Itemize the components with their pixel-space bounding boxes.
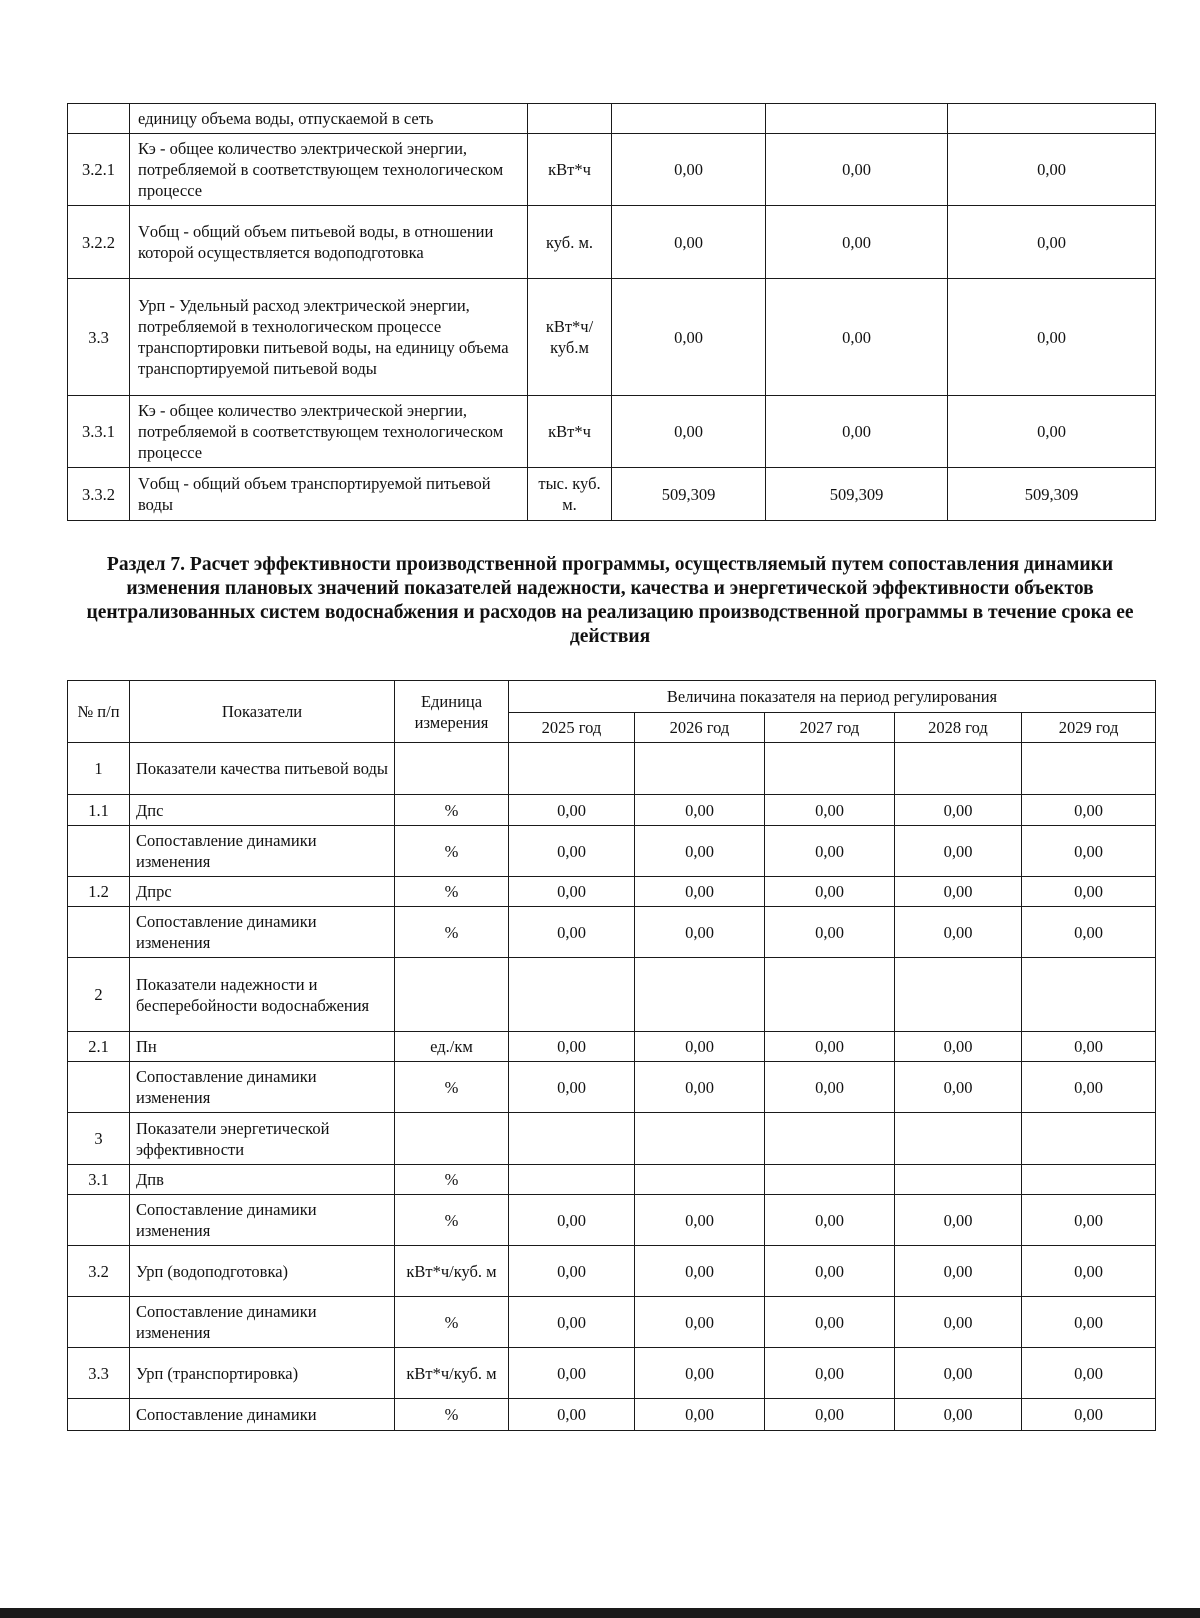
value-cell: 0,00: [1022, 826, 1156, 877]
table-row: [68, 134, 1156, 206]
indicator-name: Сопоставление динамики изменения: [130, 1062, 395, 1113]
value-cell: [766, 104, 948, 134]
unit: кВт*ч/ куб.м: [528, 279, 612, 396]
unit: куб. м.: [528, 206, 612, 279]
indicator-name: Урп (транспортировка): [130, 1348, 395, 1399]
value-cell: 0,00: [509, 795, 635, 826]
header-number: № п/п: [68, 681, 130, 743]
value-cell: [1022, 1165, 1156, 1195]
value-cell: [509, 1113, 635, 1165]
header-period: Величина показателя на период регулирования: [509, 681, 1156, 713]
value-cell: [612, 104, 766, 134]
unit: %: [395, 1062, 509, 1113]
indicator-name: Кэ - общее количество электрической энергии, потребляемой в соответствующем технологическом процессе: [130, 134, 528, 206]
row-number: 3: [68, 1113, 130, 1165]
value-cell: 0,00: [766, 134, 948, 206]
value-cell: [1022, 958, 1156, 1032]
value-cell: 0,00: [509, 877, 635, 907]
indicator-name: Урп - Удельный расход электрической энергии, потребляемой в технологическом процессе транспортировки питьевой воды, на единицу объема транспортируемой питьевой воды: [130, 279, 528, 396]
unit: %: [395, 877, 509, 907]
indicator-name: Сопоставление динамики: [130, 1399, 395, 1431]
indicator-name: Vобщ - общий объем питьевой воды, в отношении которой осуществляется водоподготовка: [130, 206, 528, 279]
value-cell: 0,00: [765, 1195, 895, 1246]
row-number: [68, 1195, 130, 1246]
indicator-name: Сопоставление динамики изменения: [130, 1195, 395, 1246]
value-cell: 0,00: [895, 1348, 1022, 1399]
value-cell: [765, 958, 895, 1032]
value-cell: 0,00: [895, 795, 1022, 826]
value-cell: 0,00: [895, 907, 1022, 958]
indicator-name: Кэ - общее количество электрической энергии, потребляемой в соответствующем технологическом процессе: [130, 396, 528, 468]
value-cell: 0,00: [765, 1348, 895, 1399]
value-cell: 0,00: [895, 1246, 1022, 1297]
value-cell: 0,00: [895, 1062, 1022, 1113]
value-cell: 0,00: [895, 1399, 1022, 1431]
value-cell: 0,00: [766, 206, 948, 279]
value-cell: 0,00: [1022, 795, 1156, 826]
row-number: [68, 1399, 130, 1431]
indicator-name: Сопоставление динамики изменения: [130, 907, 395, 958]
table-row: [68, 826, 1156, 877]
row-number: 3.3: [68, 279, 130, 396]
indicator-name: Дпрс: [130, 877, 395, 907]
header-year: 2025 год: [509, 713, 635, 743]
unit: [395, 958, 509, 1032]
table-row: [68, 1297, 1156, 1348]
indicator-name: Дпс: [130, 795, 395, 826]
header-year: 2026 год: [635, 713, 765, 743]
value-cell: 0,00: [948, 396, 1156, 468]
value-cell: 0,00: [1022, 1032, 1156, 1062]
value-cell: 0,00: [612, 206, 766, 279]
row-number: 3.3.2: [68, 468, 130, 521]
indicator-name: Пн: [130, 1032, 395, 1062]
value-cell: 0,00: [635, 795, 765, 826]
value-cell: 0,00: [765, 1399, 895, 1431]
row-number: 3.3.1: [68, 396, 130, 468]
row-number: 2: [68, 958, 130, 1032]
table-row: [68, 1195, 1156, 1246]
unit: кВт*ч/куб. м: [395, 1348, 509, 1399]
unit: кВт*ч: [528, 396, 612, 468]
table-row: [68, 206, 1156, 279]
row-number: 1.1: [68, 795, 130, 826]
value-cell: 0,00: [612, 396, 766, 468]
value-cell: 0,00: [895, 1297, 1022, 1348]
unit: %: [395, 1399, 509, 1431]
value-cell: 0,00: [895, 1032, 1022, 1062]
value-cell: 0,00: [509, 1399, 635, 1431]
row-number: 1: [68, 743, 130, 795]
value-cell: 0,00: [635, 1195, 765, 1246]
row-number: 3.1: [68, 1165, 130, 1195]
indicator-name: Показатели энергетической эффективности: [130, 1113, 395, 1165]
unit: [395, 743, 509, 795]
indicator-name: Показатели качества питьевой воды: [130, 743, 395, 795]
value-cell: [765, 1165, 895, 1195]
unit: %: [395, 1297, 509, 1348]
header-row: [68, 681, 1156, 713]
value-cell: 0,00: [635, 1297, 765, 1348]
value-cell: [509, 958, 635, 1032]
unit: кВт*ч/куб. м: [395, 1246, 509, 1297]
indicators-table-continued: [67, 103, 1156, 521]
value-cell: 0,00: [765, 795, 895, 826]
value-cell: 0,00: [1022, 1297, 1156, 1348]
value-cell: 0,00: [895, 1195, 1022, 1246]
indicator-name: Показатели надежности и бесперебойности водоснабжения: [130, 958, 395, 1032]
indicator-name: Сопоставление динамики изменения: [130, 826, 395, 877]
indicator-name: Урп (водоподготовка): [130, 1246, 395, 1297]
value-cell: [765, 1113, 895, 1165]
value-cell: [1022, 1113, 1156, 1165]
value-cell: 0,00: [895, 877, 1022, 907]
value-cell: [509, 743, 635, 795]
unit: %: [395, 907, 509, 958]
row-number: [68, 826, 130, 877]
scan-edge-bar: [0, 1608, 1200, 1618]
value-cell: 0,00: [765, 1246, 895, 1297]
value-cell: 0,00: [1022, 1195, 1156, 1246]
value-cell: 0,00: [509, 826, 635, 877]
value-cell: 0,00: [1022, 1399, 1156, 1431]
table-row: [68, 1032, 1156, 1062]
value-cell: 509,309: [948, 468, 1156, 521]
table-row: [68, 1113, 1156, 1165]
value-cell: 509,309: [766, 468, 948, 521]
value-cell: 0,00: [766, 396, 948, 468]
value-cell: 0,00: [765, 877, 895, 907]
value-cell: [635, 1165, 765, 1195]
table-row: [68, 396, 1156, 468]
table-row: [68, 1348, 1156, 1399]
table-row: [68, 877, 1156, 907]
row-number: 2.1: [68, 1032, 130, 1062]
value-cell: 0,00: [509, 1348, 635, 1399]
value-cell: 0,00: [1022, 1062, 1156, 1113]
value-cell: 0,00: [635, 907, 765, 958]
row-number: [68, 1062, 130, 1113]
value-cell: 0,00: [509, 1032, 635, 1062]
value-cell: 0,00: [765, 1297, 895, 1348]
value-cell: 0,00: [895, 826, 1022, 877]
header-year: 2029 год: [1022, 713, 1156, 743]
table-row: [68, 795, 1156, 826]
header-unit: Единица измерения: [395, 681, 509, 743]
value-cell: [895, 1113, 1022, 1165]
value-cell: [895, 958, 1022, 1032]
indicator-name: единицу объема воды, отпускаемой в сеть: [130, 104, 528, 134]
value-cell: 0,00: [612, 134, 766, 206]
unit: %: [395, 1165, 509, 1195]
row-number: 3.3: [68, 1348, 130, 1399]
value-cell: 0,00: [635, 1348, 765, 1399]
table-row: [68, 1246, 1156, 1297]
efficiency-table: [67, 680, 1156, 1431]
table-row: [68, 958, 1156, 1032]
value-cell: [765, 743, 895, 795]
unit: %: [395, 826, 509, 877]
value-cell: 0,00: [509, 1062, 635, 1113]
value-cell: 0,00: [635, 1399, 765, 1431]
value-cell: 0,00: [1022, 877, 1156, 907]
value-cell: [895, 1165, 1022, 1195]
value-cell: [948, 104, 1156, 134]
section-title: Раздел 7. Расчет эффективности производственной программы, осуществляемый путем сопоставления динамики изменения плановых значений показателей надежности, качества и энергетической эффективности объектов централизованных систем водоснабжения и расходов на реализацию производственной программы в течение срока ее действия: [86, 554, 1134, 647]
value-cell: 0,00: [765, 1032, 895, 1062]
table-row: [68, 279, 1156, 396]
value-cell: 0,00: [1022, 1348, 1156, 1399]
value-cell: 0,00: [509, 1297, 635, 1348]
value-cell: [635, 958, 765, 1032]
value-cell: 0,00: [765, 826, 895, 877]
value-cell: [635, 1113, 765, 1165]
row-number: [68, 907, 130, 958]
header-indicators: Показатели: [130, 681, 395, 743]
unit: [395, 1113, 509, 1165]
row-number: [68, 104, 130, 134]
value-cell: 0,00: [1022, 907, 1156, 958]
header-year: 2027 год: [765, 713, 895, 743]
header-year: 2028 год: [895, 713, 1022, 743]
value-cell: 0,00: [635, 1062, 765, 1113]
value-cell: 0,00: [635, 1246, 765, 1297]
value-cell: 0,00: [509, 1195, 635, 1246]
unit: [528, 104, 612, 134]
value-cell: 0,00: [635, 826, 765, 877]
unit: ед./км: [395, 1032, 509, 1062]
table-row: [68, 1062, 1156, 1113]
unit: тыс. куб. м.: [528, 468, 612, 521]
table-row: [68, 907, 1156, 958]
value-cell: 0,00: [612, 279, 766, 396]
table-row: [68, 468, 1156, 521]
value-cell: [509, 1165, 635, 1195]
table-row: [68, 104, 1156, 134]
value-cell: 0,00: [948, 134, 1156, 206]
row-number: 3.2: [68, 1246, 130, 1297]
unit: %: [395, 795, 509, 826]
unit: кВт*ч: [528, 134, 612, 206]
value-cell: 0,00: [765, 907, 895, 958]
row-number: [68, 1297, 130, 1348]
indicator-name: Vобщ - общий объем транспортируемой питьевой воды: [130, 468, 528, 521]
value-cell: 0,00: [766, 279, 948, 396]
indicator-name: Сопоставление динамики изменения: [130, 1297, 395, 1348]
value-cell: [895, 743, 1022, 795]
value-cell: 0,00: [635, 1032, 765, 1062]
table-row: [68, 1399, 1156, 1431]
value-cell: 0,00: [635, 877, 765, 907]
value-cell: 0,00: [948, 279, 1156, 396]
value-cell: 0,00: [948, 206, 1156, 279]
row-number: 3.2.2: [68, 206, 130, 279]
value-cell: 509,309: [612, 468, 766, 521]
value-cell: [635, 743, 765, 795]
row-number: 1.2: [68, 877, 130, 907]
table-row: [68, 743, 1156, 795]
unit: %: [395, 1195, 509, 1246]
value-cell: 0,00: [1022, 1246, 1156, 1297]
value-cell: 0,00: [765, 1062, 895, 1113]
value-cell: [1022, 743, 1156, 795]
value-cell: 0,00: [509, 907, 635, 958]
value-cell: 0,00: [509, 1246, 635, 1297]
indicator-name: Дпв: [130, 1165, 395, 1195]
row-number: 3.2.1: [68, 134, 130, 206]
table-row: [68, 1165, 1156, 1195]
